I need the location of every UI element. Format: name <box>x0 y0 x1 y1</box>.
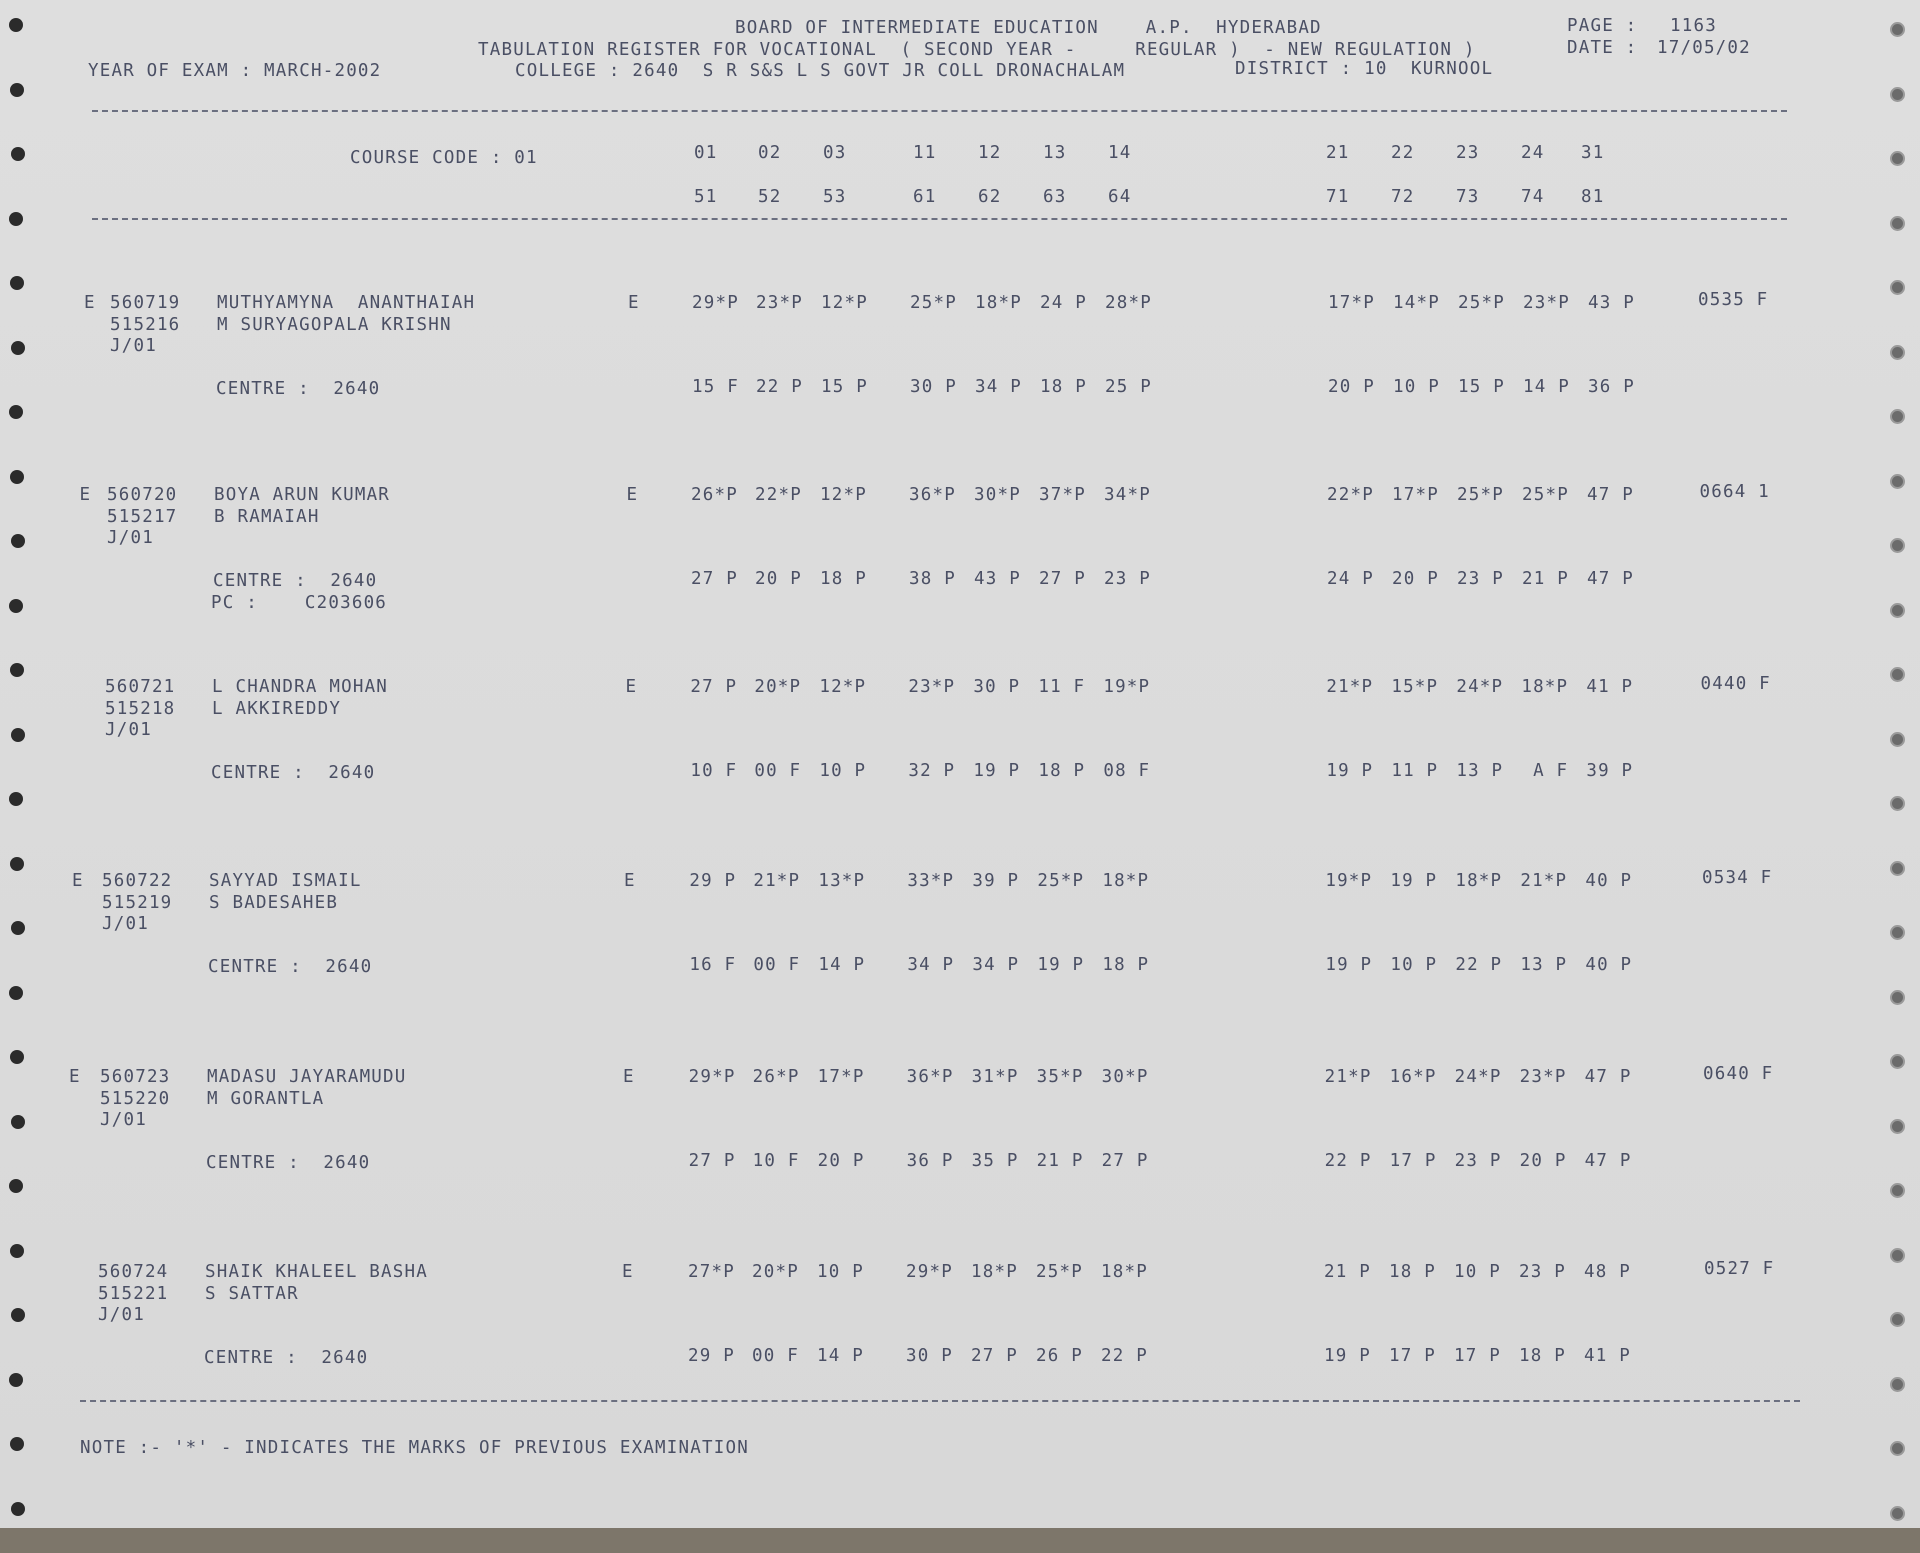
mark-theory: 24*P <box>1454 1067 1502 1087</box>
mark-theory: 39 P <box>972 871 1020 891</box>
mark-theory: 25*P <box>1036 1262 1083 1282</box>
subject-code: 02 <box>758 143 782 163</box>
college-line: COLLEGE : 2640 S R S&S L S GOVT JR COLL DRONACHALAM <box>515 61 1126 81</box>
tractor-hole <box>1890 1441 1905 1456</box>
mark-theory: 21*P <box>1324 1067 1372 1087</box>
tractor-hole <box>10 1244 24 1258</box>
tractor-hole <box>9 792 23 806</box>
registration-number: 515220 <box>100 1089 171 1109</box>
centre-code: CENTRE : 2640 <box>213 571 378 591</box>
mark-theory: 17*P <box>1392 485 1439 505</box>
tractor-hole <box>1890 925 1905 940</box>
parent-name: L AKKIREDDY <box>212 699 342 719</box>
total-result: 0534 F <box>1702 868 1773 888</box>
subject-code: 62 <box>978 187 1002 207</box>
mark-practical: 00 F <box>753 955 801 975</box>
tractor-hole <box>11 921 25 935</box>
mark-theory: 34*P <box>1104 485 1151 505</box>
subject-code: 11 <box>913 143 937 163</box>
sheet-bottom-edge <box>0 1528 1920 1553</box>
subject-code: 24 <box>1521 143 1545 163</box>
mark-practical: 14 P <box>818 955 866 975</box>
subject-code: 01 <box>694 143 718 163</box>
mark-theory: 17*P <box>1328 293 1375 313</box>
mark-practical: 26 P <box>1036 1346 1083 1366</box>
mark-theory: 18*P <box>1101 1262 1148 1282</box>
page-number: 1163 <box>1670 16 1717 36</box>
mark-theory: 18*P <box>1102 871 1150 891</box>
subject-code: 71 <box>1326 187 1350 207</box>
mark-practical: 10 F <box>690 761 738 781</box>
mark-practical: 19 P <box>973 761 1021 781</box>
subject-code: 31 <box>1581 143 1605 163</box>
mark-theory: 19*P <box>1325 871 1373 891</box>
mark-theory: 25*P <box>1037 871 1085 891</box>
mark-practical: 20 P <box>817 1151 865 1171</box>
header-divider-top <box>92 110 1787 112</box>
tractor-hole <box>1890 151 1905 166</box>
exam-flag: E <box>79 485 92 505</box>
mark-practical: 23 P <box>1457 569 1504 589</box>
total-result: 0440 F <box>1700 674 1771 694</box>
mark-practical: 22 P <box>1101 1346 1148 1366</box>
registration-number: 515217 <box>107 507 178 527</box>
mark-practical: 10 P <box>1393 377 1440 397</box>
subject-code: 74 <box>1521 187 1545 207</box>
mark-practical: 23 P <box>1454 1151 1502 1171</box>
mark-practical: 27 P <box>1101 1151 1149 1171</box>
mark-practical: 38 P <box>909 569 956 589</box>
mark-practical: 20 P <box>1392 569 1439 589</box>
tractor-hole <box>1890 796 1905 811</box>
total-result: 0640 F <box>1703 1064 1774 1084</box>
mark-practical: 25 P <box>1105 377 1152 397</box>
parent-name: M GORANTLA <box>207 1089 325 1109</box>
mark-practical: 22 P <box>1455 955 1503 975</box>
mark-practical: 08 F <box>1103 761 1151 781</box>
parent-name: S BADESAHEB <box>209 893 339 913</box>
mark-practical: 17 P <box>1389 1151 1437 1171</box>
mark-practical: 30 P <box>910 377 957 397</box>
centre-code: CENTRE : 2640 <box>216 379 381 399</box>
mark-practical: 21 P <box>1036 1151 1084 1171</box>
mark-theory: 47 P <box>1584 1067 1632 1087</box>
pc-number: PC : C203606 <box>211 593 388 613</box>
board-title: BOARD OF INTERMEDIATE EDUCATION A.P. HYDERABAD <box>735 18 1322 38</box>
mark-practical: 18 P <box>820 569 867 589</box>
roll-number: 560721 <box>105 677 176 697</box>
mark-practical: 18 P <box>1038 761 1086 781</box>
left-tractor-holes <box>0 0 40 1553</box>
mark-practical: 13 P <box>1456 761 1504 781</box>
mark-theory: 28*P <box>1105 293 1152 313</box>
exam-flag: E <box>69 1067 81 1087</box>
mark-practical: 47 P <box>1584 1151 1632 1171</box>
tractor-hole <box>1890 1248 1905 1263</box>
mark-theory: 22*P <box>755 485 802 505</box>
mark-practical: 18 P <box>1040 377 1087 397</box>
tractor-hole <box>1890 1506 1905 1521</box>
mark-theory: 20*P <box>752 1262 799 1282</box>
subject-code: 22 <box>1391 143 1415 163</box>
mark-practical: 13 P <box>1520 955 1568 975</box>
tractor-hole <box>1890 1377 1905 1392</box>
mark-practical: A F <box>1521 761 1569 781</box>
mark-practical: 20 P <box>1328 377 1375 397</box>
student-name: L CHANDRA MOHAN <box>212 677 389 697</box>
group-code: J/01 <box>98 1305 145 1325</box>
mark-theory: 10 P <box>817 1262 864 1282</box>
mark-theory: 11 F <box>1038 677 1086 697</box>
roll-number: 560723 <box>100 1067 171 1087</box>
total-result: 0535 F <box>1698 290 1769 310</box>
mark-theory: 22*P <box>1327 485 1374 505</box>
mark-theory: 35*P <box>1036 1067 1084 1087</box>
mark-theory: 27*P <box>688 1262 735 1282</box>
mark-practical: 22 P <box>1324 1151 1372 1171</box>
tractor-hole <box>11 1502 25 1516</box>
mark-practical: 17 P <box>1389 1346 1436 1366</box>
mark-practical: 34 P <box>975 377 1022 397</box>
group-code: J/01 <box>105 720 152 740</box>
mark-practical: 21 P <box>1522 569 1569 589</box>
tractor-hole <box>9 1179 23 1193</box>
mark-theory: 41 P <box>1586 677 1634 697</box>
mark-practical: 27 P <box>688 1151 736 1171</box>
student-name: SAYYAD ISMAIL <box>209 871 362 891</box>
group-code: J/01 <box>107 528 154 548</box>
mark-theory: 10 P <box>1454 1262 1501 1282</box>
mark-theory: 26*P <box>752 1067 800 1087</box>
mark-theory: 37*P <box>1039 485 1086 505</box>
mark-practical: 24 P <box>1327 569 1374 589</box>
mark-theory: 25*P <box>910 293 957 313</box>
mark-practical: 27 P <box>1039 569 1086 589</box>
centre-code: CENTRE : 2640 <box>204 1348 369 1368</box>
subject-code: 03 <box>823 143 847 163</box>
tractor-hole <box>11 341 25 355</box>
mark-practical: 27 P <box>971 1346 1018 1366</box>
student-name: BOYA ARUN KUMAR <box>214 485 391 505</box>
mark-theory: 25*P <box>1522 485 1569 505</box>
tractor-hole <box>9 986 23 1000</box>
mark-theory: 48 P <box>1584 1262 1631 1282</box>
tractor-hole <box>1890 87 1905 102</box>
mark-practical: 18 P <box>1519 1346 1566 1366</box>
subject-code: 53 <box>823 187 847 207</box>
mark-practical: 19 P <box>1325 955 1373 975</box>
mark-practical: 14 P <box>817 1346 864 1366</box>
mark-theory: 19*P <box>1103 677 1151 697</box>
tractor-hole <box>10 276 24 290</box>
mark-practical: 23 P <box>1104 569 1151 589</box>
subject-code: 61 <box>913 187 937 207</box>
tractor-hole <box>9 212 23 226</box>
subject-code: 72 <box>1391 187 1415 207</box>
mark-theory: 16*P <box>1389 1067 1437 1087</box>
group-code: J/01 <box>110 336 157 356</box>
roll-number: 560719 <box>110 293 181 313</box>
tractor-hole <box>1890 1054 1905 1069</box>
mark-theory: 31*P <box>971 1067 1019 1087</box>
course-code-label: COURSE CODE : 01 <box>350 148 538 168</box>
mark-theory: 24*P <box>1456 677 1504 697</box>
mark-practical: 20 P <box>755 569 802 589</box>
parent-name: S SATTAR <box>205 1284 299 1304</box>
mark-theory: 40 P <box>1585 871 1633 891</box>
mark-practical: 27 P <box>691 569 738 589</box>
mark-theory: 13*P <box>818 871 866 891</box>
mark-theory: 30*P <box>1101 1067 1149 1087</box>
tractor-hole <box>11 147 25 161</box>
centre-code: CENTRE : 2640 <box>208 957 373 977</box>
mark-theory: 20*P <box>754 677 802 697</box>
tractor-hole <box>9 599 23 613</box>
tractor-hole <box>10 1437 24 1451</box>
mark-theory: 12*P <box>820 485 867 505</box>
medium: E <box>625 677 638 697</box>
tractor-hole <box>10 470 24 484</box>
group-code: J/01 <box>100 1110 147 1130</box>
mark-theory: 36*P <box>906 1067 954 1087</box>
mark-practical: 18 P <box>1102 955 1150 975</box>
mark-practical: 34 P <box>907 955 955 975</box>
tractor-hole <box>1890 1312 1905 1327</box>
medium: E <box>623 1067 635 1087</box>
subject-code: 64 <box>1108 187 1132 207</box>
mark-theory: 18*P <box>975 293 1022 313</box>
tractor-hole <box>1890 474 1905 489</box>
mark-practical: 10 F <box>752 1151 800 1171</box>
mark-practical: 15 P <box>821 377 868 397</box>
subject-code: 12 <box>978 143 1002 163</box>
tractor-hole <box>9 18 23 32</box>
tractor-hole <box>11 728 25 742</box>
tractor-hole <box>1890 732 1905 747</box>
centre-code: CENTRE : 2640 <box>206 1153 371 1173</box>
mark-practical: 14 P <box>1523 377 1570 397</box>
mark-practical: 10 P <box>819 761 867 781</box>
date-label: DATE : <box>1567 38 1638 58</box>
roll-number: 560724 <box>98 1262 169 1282</box>
tractor-hole <box>9 1373 23 1387</box>
mark-theory: 25*P <box>1457 485 1504 505</box>
tractor-hole <box>1890 1183 1905 1198</box>
mark-practical: 15 F <box>692 377 739 397</box>
parent-name: M SURYAGOPALA KRISHN <box>217 315 452 335</box>
mark-theory: 36*P <box>909 485 956 505</box>
registration-number: 515218 <box>105 699 176 719</box>
mark-practical: 19 P <box>1326 761 1374 781</box>
registration-number: 515219 <box>102 893 173 913</box>
mark-practical: 32 P <box>908 761 956 781</box>
mark-theory: 21 P <box>1324 1262 1371 1282</box>
mark-theory: 15*P <box>1391 677 1439 697</box>
mark-practical: 43 P <box>974 569 1021 589</box>
district-line: DISTRICT : 10 KURNOOL <box>1235 59 1494 79</box>
subject-code: 52 <box>758 187 782 207</box>
subject-code: 23 <box>1456 143 1480 163</box>
mark-practical: 34 P <box>972 955 1020 975</box>
medium: E <box>628 293 640 313</box>
mark-practical: 10 P <box>1390 955 1438 975</box>
roll-number: 560720 <box>107 485 178 505</box>
tractor-hole <box>1890 1119 1905 1134</box>
tractor-hole <box>11 1308 25 1322</box>
mark-theory: 23 P <box>1519 1262 1566 1282</box>
tractor-hole <box>1890 22 1905 37</box>
footer-divider <box>80 1400 1800 1402</box>
mark-theory: 29*P <box>906 1262 953 1282</box>
mark-practical: 00 F <box>754 761 802 781</box>
tractor-hole <box>1890 667 1905 682</box>
total-result: 0527 F <box>1704 1259 1775 1279</box>
tractor-hole <box>11 534 25 548</box>
mark-practical: 16 F <box>689 955 737 975</box>
tractor-hole <box>1890 280 1905 295</box>
mark-theory: 18*P <box>1521 677 1569 697</box>
mark-practical: 36 P <box>1588 377 1635 397</box>
tractor-hole <box>10 83 24 97</box>
mark-theory: 19 P <box>1390 871 1438 891</box>
mark-practical: 29 P <box>688 1346 735 1366</box>
student-name: MADASU JAYARAMUDU <box>207 1067 407 1087</box>
registration-number: 515221 <box>98 1284 169 1304</box>
mark-theory: 29*P <box>692 293 739 313</box>
mark-theory: 12*P <box>819 677 867 697</box>
student-name: MUTHYAMYNA ANANTHAIAH <box>217 293 476 313</box>
mark-theory: 18*P <box>1455 871 1503 891</box>
mark-theory: 33*P <box>907 871 955 891</box>
group-code: J/01 <box>102 914 149 934</box>
tractor-hole <box>10 857 24 871</box>
medium: E <box>622 1262 634 1282</box>
mark-theory: 23*P <box>756 293 803 313</box>
mark-theory: 29*P <box>688 1067 736 1087</box>
tractor-hole <box>9 405 23 419</box>
mark-theory: 27 P <box>690 677 738 697</box>
tractor-hole <box>1890 345 1905 360</box>
mark-practical: 20 P <box>1519 1151 1567 1171</box>
roll-number: 560722 <box>102 871 173 891</box>
tractor-hole <box>1890 409 1905 424</box>
tractor-hole <box>10 1050 24 1064</box>
centre-code: CENTRE : 2640 <box>211 763 376 783</box>
total-result: 0664 1 <box>1699 482 1770 502</box>
subject-code: 14 <box>1108 143 1132 163</box>
tractor-hole <box>1890 990 1905 1005</box>
mark-practical: 19 P <box>1324 1346 1371 1366</box>
year-of-exam: YEAR OF EXAM : MARCH-2002 <box>88 61 382 81</box>
tractor-hole <box>1890 538 1905 553</box>
header-divider-bottom <box>92 218 1787 220</box>
mark-theory: 23*P <box>1523 293 1570 313</box>
mark-practical: 17 P <box>1454 1346 1501 1366</box>
mark-theory: 14*P <box>1393 293 1440 313</box>
mark-practical: 30 P <box>906 1346 953 1366</box>
mark-theory: 21*P <box>753 871 801 891</box>
mark-theory: 12*P <box>821 293 868 313</box>
parent-name: B RAMAIAH <box>214 507 320 527</box>
mark-theory: 47 P <box>1587 485 1634 505</box>
right-tractor-holes <box>1875 0 1915 1553</box>
mark-theory: 26*P <box>691 485 738 505</box>
tractor-hole <box>1890 861 1905 876</box>
mark-practical: 39 P <box>1586 761 1634 781</box>
mark-theory: 30*P <box>974 485 1021 505</box>
footnote: NOTE :- '*' - INDICATES THE MARKS OF PREVIOUS EXAMINATION <box>80 1438 749 1458</box>
mark-practical: 22 P <box>756 377 803 397</box>
mark-practical: 19 P <box>1037 955 1085 975</box>
mark-theory: 24 P <box>1040 293 1087 313</box>
exam-flag: E <box>84 293 96 313</box>
mark-practical: 36 P <box>906 1151 954 1171</box>
subject-code: 21 <box>1326 143 1350 163</box>
mark-practical: 11 P <box>1391 761 1439 781</box>
mark-theory: 17*P <box>817 1067 865 1087</box>
mark-theory: 18 P <box>1389 1262 1436 1282</box>
mark-theory: 21*P <box>1326 677 1374 697</box>
subject-code: 63 <box>1043 187 1067 207</box>
subject-code: 51 <box>694 187 718 207</box>
mark-practical: 35 P <box>971 1151 1019 1171</box>
mark-theory: 25*P <box>1458 293 1505 313</box>
mark-theory: 23*P <box>1519 1067 1567 1087</box>
mark-practical: 40 P <box>1585 955 1633 975</box>
mark-theory: 18*P <box>971 1262 1018 1282</box>
print-date: 17/05/02 <box>1657 38 1751 58</box>
mark-practical: 00 F <box>752 1346 799 1366</box>
mark-practical: 41 P <box>1584 1346 1631 1366</box>
tractor-hole <box>1890 603 1905 618</box>
page-label: PAGE : <box>1567 16 1638 36</box>
register-title: TABULATION REGISTER FOR VOCATIONAL ( SECOND YEAR - REGULAR ) - NEW REGULATION ) <box>478 40 1476 60</box>
medium: E <box>624 871 636 891</box>
mark-theory: 30 P <box>973 677 1021 697</box>
exam-flag: E <box>72 871 84 891</box>
tractor-hole <box>1890 216 1905 231</box>
student-name: SHAIK KHALEEL BASHA <box>205 1262 428 1282</box>
mark-practical: 15 P <box>1458 377 1505 397</box>
mark-theory: 29 P <box>689 871 737 891</box>
medium: E <box>626 485 639 505</box>
mark-theory: 23*P <box>908 677 956 697</box>
mark-practical: 47 P <box>1587 569 1634 589</box>
mark-theory: 21*P <box>1520 871 1568 891</box>
registration-number: 515216 <box>110 315 181 335</box>
subject-code: 13 <box>1043 143 1067 163</box>
subject-code: 81 <box>1581 187 1605 207</box>
subject-code: 73 <box>1456 187 1480 207</box>
tractor-hole <box>10 663 24 677</box>
tractor-hole <box>11 1115 25 1129</box>
mark-theory: 43 P <box>1588 293 1635 313</box>
